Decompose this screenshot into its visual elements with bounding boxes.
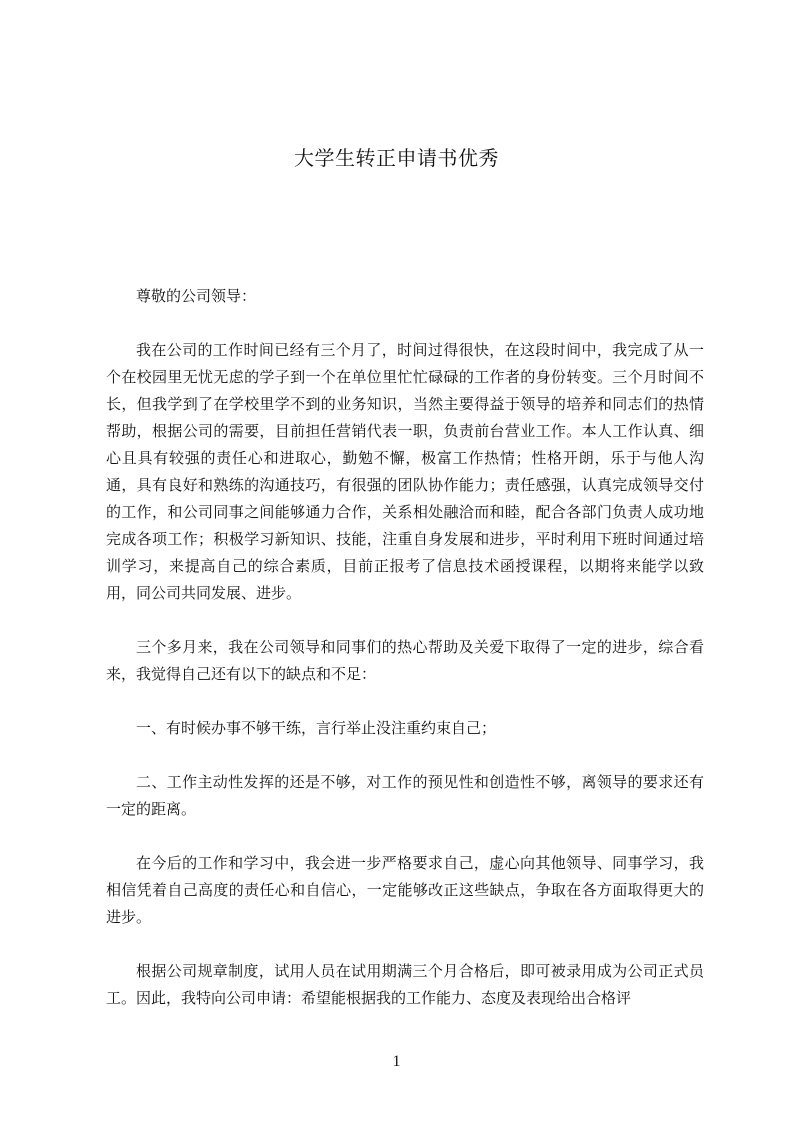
paragraph-future-plans: 在今后的工作和学习中，我会进一步严格要求自己，虚心向其他领导、同事学习，我相信凭着自己高度的责任心和自信心，一定能够改正这些缺点，争取在各方面取得更大的进步。: [106, 854, 704, 926]
paragraph-shortcoming-2: 二、工作主动性发挥的还是不够，对工作的预见性和创造性不够，离领导的要求还有一定的距离。: [106, 773, 704, 818]
document-body: [106, 283, 704, 1012]
document-title: 大学生转正申请书优秀: [294, 146, 499, 170]
paragraph-application-request: 根据公司规章制度，试用人员在试用期满三个月合格后，即可被录用成为公司正式员工。因此，我特向公司申请：希望能根据我的工作能力、态度及表现给出合格评: [106, 962, 704, 1007]
paragraph-shortcomings-intro: 三个多月来，我在公司领导和同事们的热心帮助及关爱下取得了一定的进步，综合看来，我觉得自己还有以下的缺点和不足：: [106, 638, 704, 683]
salutation: 尊敬的公司领导：: [136, 287, 257, 305]
paragraph-shortcoming-1: 一、有时候办事不够干练，言行举止没注重约束自己；: [136, 719, 497, 737]
page-number: 1: [392, 1053, 401, 1070]
paragraph-work-summary: 我在公司的工作时间已经有三个月了，时间过得很快，在这段时间中，我完成了从一个在校园里无忧无虑的学子到一个在单位里忙忙碌碌的工作者的身份转变。三个月时间不长，但我学到了在学校里学不到的业务知识，当然主要得益于领导的培养和同志们的热情帮助，根据公司的需要，目前担任营销代表一职，负责前台营业工作。本人工作认真、细心且具有较强的责任心和进取心，勤勉不懈，极富工作热情；性格开朗，乐于与他人沟通，具有良好和熟练的沟通技巧，有很强的团队协作能力；责任感强，认真完成领导交付的工作，和公司同事之间能够通力合作，关系相处融洽而和睦，配合各部门负责人成功地完成各项工作；积极学习新知识、技能，注重自身发展和进步，平时利用下班时间通过培训学习，来提高自己的综合素质，目前正报考了信息技术函授课程，以期将来能学以致用，同公司共同发展、进步。: [106, 341, 704, 602]
